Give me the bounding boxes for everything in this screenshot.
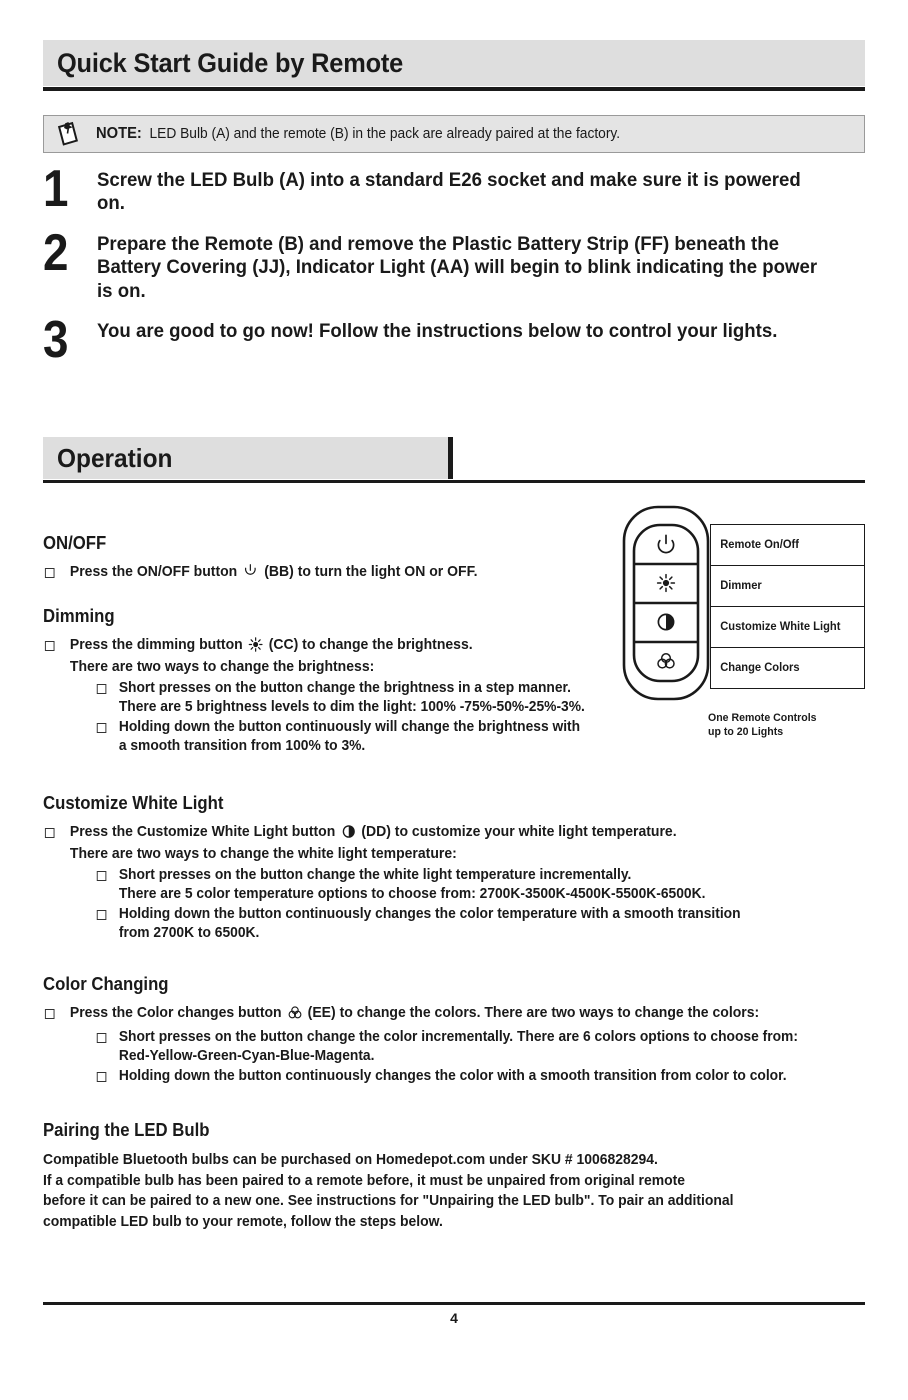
color-changing-sub1-line2: Red-Yellow-Green-Cyan-Blue-Magenta. xyxy=(118,1047,375,1064)
list-item xyxy=(43,636,619,756)
list-item xyxy=(95,1067,832,1086)
white-light-bullet-line2: There are two ways to change the white light temperature: xyxy=(69,845,457,862)
pairing-line1: Compatible Bluetooth bulbs can be purchased on Homedepot.com under SKU # 1006828294. xyxy=(43,1152,658,1168)
header-rule xyxy=(43,87,865,91)
operation-vertical-bar xyxy=(448,437,453,479)
onoff-bullet-text-a: Press the ON/OFF button xyxy=(69,564,238,580)
dimming-bullets xyxy=(43,636,643,756)
contrast-icon xyxy=(341,824,355,845)
page-number: 4 xyxy=(450,1310,458,1326)
section-color-changing xyxy=(43,974,865,1088)
heading-color-changing: Color Changing xyxy=(43,974,169,994)
operation-left-column xyxy=(43,533,643,758)
heading-pairing: Pairing the LED Bulb xyxy=(43,1120,210,1140)
section-customize-white-light xyxy=(43,793,865,945)
note-body: LED Bulb (A) and the remote (B) in the pack are already paired at the factory. xyxy=(149,126,621,142)
list-item xyxy=(43,823,832,943)
step-item xyxy=(43,223,865,303)
remote-caption-line2: up to 20 Lights xyxy=(708,725,784,738)
dimming-bullet-text-b: (CC) to change the brightness. xyxy=(268,636,473,653)
remote-button-label-table xyxy=(710,524,865,689)
remote-label-dimmer: Dimmer xyxy=(711,566,860,607)
footer-rule xyxy=(43,1302,865,1305)
step-number: 2 xyxy=(43,223,69,282)
heading-onoff: ON/OFF xyxy=(43,533,107,553)
remote-caption xyxy=(708,712,878,740)
remote-diagram xyxy=(620,503,885,740)
white-light-bullet-text-b: (DD) to customize your white light temperature. xyxy=(361,824,677,840)
remote-label-remote-onoff: Remote On/Off xyxy=(711,525,860,566)
dimming-sub-bullets xyxy=(95,679,619,756)
step-text: Prepare the Remote (B) and remove the Plastic Battery Strip (FF) beneath the Battery Covering (JJ), Indicator Light (AA) will begin to blink indicating the power is on. xyxy=(97,232,818,302)
section-header-band xyxy=(43,40,865,86)
color-changing-bullet-text-b: (EE) to change the colors. There are two ways to change the colors: xyxy=(307,1005,760,1021)
dimming-sub2: Holding down the button continuously will change the brightness with xyxy=(118,719,581,736)
dimming-bullet-line2: There are two ways to change the brightness: xyxy=(69,658,375,675)
white-light-bullet-text-a: Press the Customize White Light button xyxy=(69,824,336,840)
list-item xyxy=(95,905,832,942)
onoff-bullet-text-b: (BB) to turn the light ON or OFF. xyxy=(264,564,478,580)
pairing-line3: before it can be paired to a new one. See instructions for "Unpairing the LED bulb". To pair an additional xyxy=(43,1193,734,1210)
brightness-icon xyxy=(249,637,263,658)
section-pairing xyxy=(43,1120,865,1233)
white-light-sub1: Short presses on the button change the white light temperature incrementally. xyxy=(118,866,632,883)
white-light-sub-bullets xyxy=(95,866,832,943)
list-item xyxy=(95,679,619,716)
table-row xyxy=(711,525,865,566)
note-callout xyxy=(43,115,865,153)
color-changing-sub2: Holding down the button continuously changes the color with a smooth transition from color to color. xyxy=(118,1068,787,1085)
note-text xyxy=(96,125,620,143)
remote-label-change-colors: Change Colors xyxy=(711,648,860,689)
dimming-bullet-text-a: Press the dimming button xyxy=(69,636,243,653)
step-number: 3 xyxy=(43,310,69,369)
remote-label-customize-white-light: Customize White Light xyxy=(711,607,860,648)
white-light-sub1-line2: There are 5 color temperature options to choose from: 2700K-3500K-4500K-5500K-6500K. xyxy=(118,885,706,902)
step-text: You are good to go now! Follow the instructions below to control your lights. xyxy=(97,319,778,342)
onoff-bullets xyxy=(43,563,643,585)
table-row xyxy=(711,566,865,607)
white-light-sub2-line2: from 2700K to 6500K. xyxy=(118,925,260,942)
list-item xyxy=(43,563,619,585)
dimming-sub2-line2: a smooth transition from 100% to 3%. xyxy=(118,738,366,755)
pairing-line4: compatible LED bulb to your remote, follow the steps below. xyxy=(43,1214,443,1231)
step-text: Screw the LED Bulb (A) into a standard E26 socket and make sure it is powered on. xyxy=(97,169,801,215)
list-item xyxy=(95,866,832,903)
pairing-paragraph xyxy=(43,1150,828,1233)
power-icon xyxy=(243,563,258,585)
table-row xyxy=(711,607,865,648)
pairing-line2: If a compatible bulb has been paired to a remote before, it must be unpaired from original remote xyxy=(43,1172,685,1189)
color-wheel-icon xyxy=(287,1005,301,1026)
operation-title: Operation xyxy=(57,442,173,473)
section-header-quick-start xyxy=(43,40,865,91)
dimming-sub1-line2: There are 5 brightness levels to dim the light: 100% -75%-50%-25%-3%. xyxy=(118,698,585,715)
color-changing-sub-bullets xyxy=(95,1028,832,1086)
section-header-operation xyxy=(43,437,865,483)
note-pin-icon xyxy=(56,121,80,147)
color-changing-bullets xyxy=(43,1004,865,1086)
dimming-sub1: Short presses on the button change the brightness in a step manner. xyxy=(118,679,571,696)
color-changing-sub1: Short presses on the button change the color incrementally. There are 6 colors options to choose from: xyxy=(118,1028,798,1045)
table-row xyxy=(711,648,865,689)
step-item xyxy=(43,310,865,369)
white-light-bullets xyxy=(43,823,865,943)
step-item xyxy=(43,160,865,218)
list-item xyxy=(95,718,619,755)
operation-band xyxy=(43,437,448,479)
operation-rule xyxy=(43,480,865,483)
list-item xyxy=(95,1028,832,1065)
white-light-sub2: Holding down the button continuously changes the color temperature with a smooth transition xyxy=(118,906,741,923)
note-label: NOTE: xyxy=(96,125,142,142)
color-changing-bullet-text-a: Press the Color changes button xyxy=(69,1005,282,1021)
heading-dimming: Dimming xyxy=(43,605,115,626)
heading-customize-white-light: Customize White Light xyxy=(43,793,224,813)
page-title: Quick Start Guide by Remote xyxy=(57,47,404,78)
remote-caption-line1: One Remote Controls xyxy=(708,712,817,724)
quick-start-steps xyxy=(43,160,865,379)
list-item xyxy=(43,1004,832,1086)
step-number: 1 xyxy=(43,160,69,218)
